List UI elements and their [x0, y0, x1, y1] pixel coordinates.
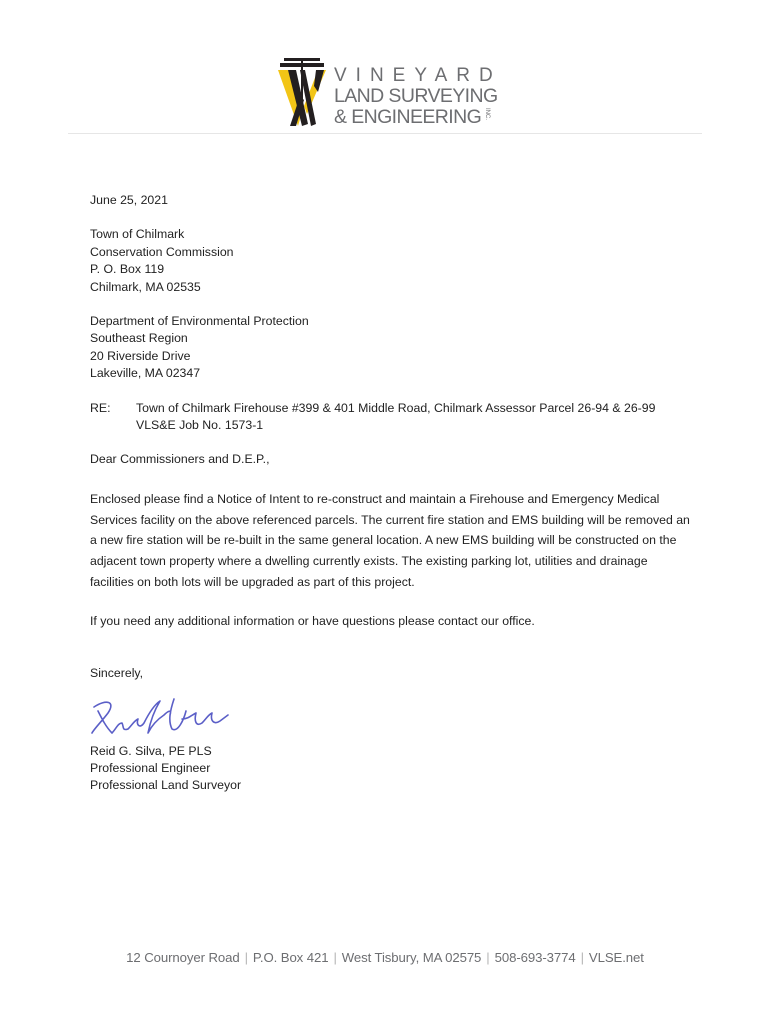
company-name-line2: LAND SURVEYING [334, 85, 498, 107]
signer-name: Reid G. Silva, PE PLS [90, 743, 212, 758]
job-number: VLS&E Job No. 1573-1 [136, 418, 264, 433]
address-line: Town of Chilmark [90, 227, 185, 242]
address-line: Lakeville, MA 02347 [90, 366, 201, 381]
signer-title: Professional Engineer [90, 761, 211, 776]
company-logo [274, 56, 514, 132]
company-name-line1: VINEYARD [334, 65, 502, 86]
signature-block [90, 743, 690, 795]
footer-city: West Tisbury, MA 02575 [341, 950, 482, 965]
signer-title: Professional Land Surveyor [90, 778, 242, 793]
footer-contact: 12 Cournoyer Road | P.O. Box 421 | West Tisbury, MA 02575 | 508-693-3774 | VLSE.net [126, 950, 644, 965]
company-suffix: INC. [484, 108, 490, 120]
address-line: 20 Riverside Drive [90, 348, 191, 363]
address-line: Southeast Region [90, 331, 188, 346]
surveyor-tripod-logo-icon [274, 56, 330, 130]
address-line: Department of Environmental Protection [90, 314, 309, 329]
recipient-address-1 [90, 226, 690, 296]
address-line: P. O. Box 119 [90, 262, 165, 277]
subject-text: Town of Chilmark Firehouse #399 & 401 Middle Road, Chilmark Assessor Parcel 26-94 & 26-99 [136, 400, 656, 415]
address-line: Conservation Commission [90, 244, 234, 259]
footer-website: VLSE.net [588, 950, 644, 965]
footer-phone: 508-693-3774 [494, 950, 576, 965]
subject-label: RE: [90, 400, 111, 415]
body-paragraph: Enclosed please find a Notice of Intent to re-construct and maintain a Firehouse and Emergency Medical Services facility on the above referenced parcels. The current fire station and EMS building will be removed an a new fire station will be re-built in the same general location. A new EMS building will be constructed on the adjacent town property where a dwelling currently exists. The existing parking lot, utilities and drainage facilities on both lots will be upgraded as part of this project. [90, 491, 690, 590]
salutation: Dear Commissioners and D.E.P., [90, 452, 270, 467]
company-name [334, 66, 502, 128]
company-name-line3: & ENGINEERING [334, 105, 482, 128]
letter-date: June 25, 2021 [90, 193, 168, 207]
closing: Sincerely, [90, 666, 144, 681]
address-line: Chilmark, MA 02535 [90, 279, 201, 294]
recipient-address-2 [90, 313, 690, 383]
footer-address: 12 Cournoyer Road [126, 950, 240, 965]
header-divider [68, 133, 702, 134]
letter-body [90, 192, 690, 795]
signature-image [88, 689, 248, 749]
footer-po-box: P.O. Box 421 [252, 950, 329, 965]
subject-line [90, 400, 690, 435]
contact-paragraph: If you need any additional information or have questions please contact our office. [90, 613, 535, 628]
